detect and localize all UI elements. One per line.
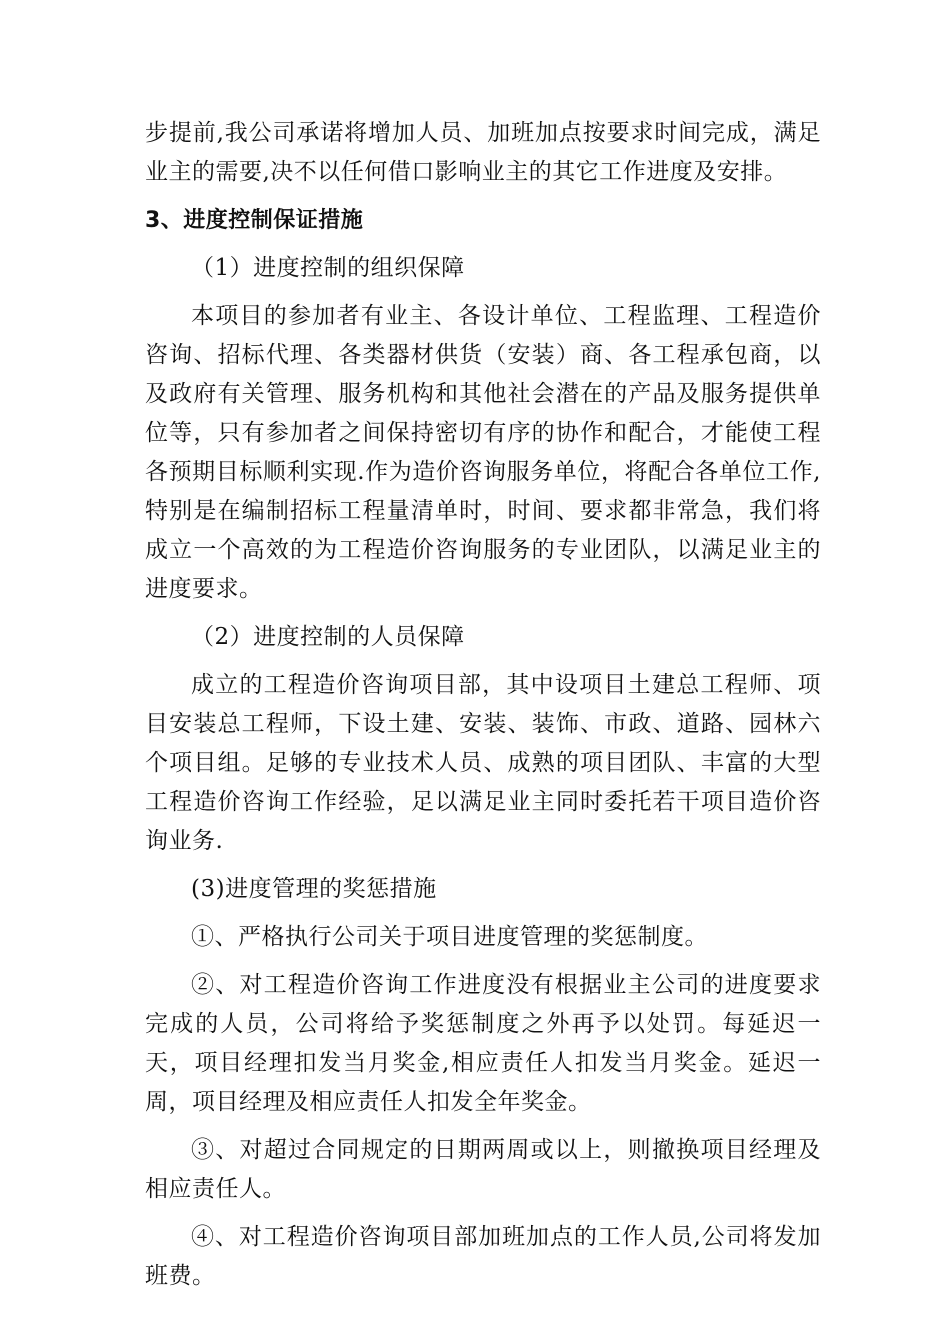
document-body (145, 114, 821, 1305)
list-item-3: ③、对超过合同规定的日期两周或以上，则撤换项目经理及相应责任人。 (145, 1137, 821, 1202)
list-item-2: ②、对工程造价咨询工作进度没有根据业主公司的进度要求完成的人员，公司将给予奖惩制度之外再予以处罚。每延迟一天，项目经理扣发当月奖金,相应责任人扣发当月奖金。延迟一周，项目经理及相应责任人扣发全年奖金。 (145, 972, 821, 1115)
subheading-personnel-guarantee: （2）进度控制的人员保障 (191, 624, 465, 650)
subheading-organization-guarantee: （1）进度控制的组织保障 (191, 255, 465, 281)
subheading-reward-penalty: (3)进度管理的奖惩措施 (191, 876, 437, 902)
section-heading-progress-control: 3、进度控制保证措施 (145, 208, 364, 233)
paragraph-organization: 本项目的参加者有业主、各设计单位、工程监理、工程造价咨询、招标代理、各类器材供货（安装）商、各工程承包商，以及政府有关管理、服务机构和其他社会潜在的产品及服务提供单位等，只有参加者之间保持密切有序的协作和配合，才能使工程各预期目标顺利实现.作为造价咨询服务单位，将配合各单位工作,特别是在编制招标工程量清单时，时间、要求都非常急，我们将成立一个高效的为工程造价咨询服务的专业团队，以满足业主的进度要求。 (145, 303, 821, 602)
list-item-1: ①、严格执行公司关于项目进度管理的奖惩制度。 (191, 924, 708, 950)
list-item-4: ④、对工程造价咨询项目部加班加点的工作人员,公司将发加班费。 (145, 1224, 821, 1289)
paragraph-personnel: 成立的工程造价咨询项目部，其中设项目土建总工程师、项目安装总工程师，下设土建、安装、装饰、市政、道路、园林六个项目组。足够的专业技术人员、成熟的项目团队、丰富的大型工程造价咨询工作经验，足以满足业主同时委托若干项目造价咨询业务. (145, 672, 821, 854)
paragraph-continuation: 步提前,我公司承诺将增加人员、加班加点按要求时间完成，满足业主的需要,决不以任何借口影响业主的其它工作进度及安排。 (145, 120, 821, 185)
